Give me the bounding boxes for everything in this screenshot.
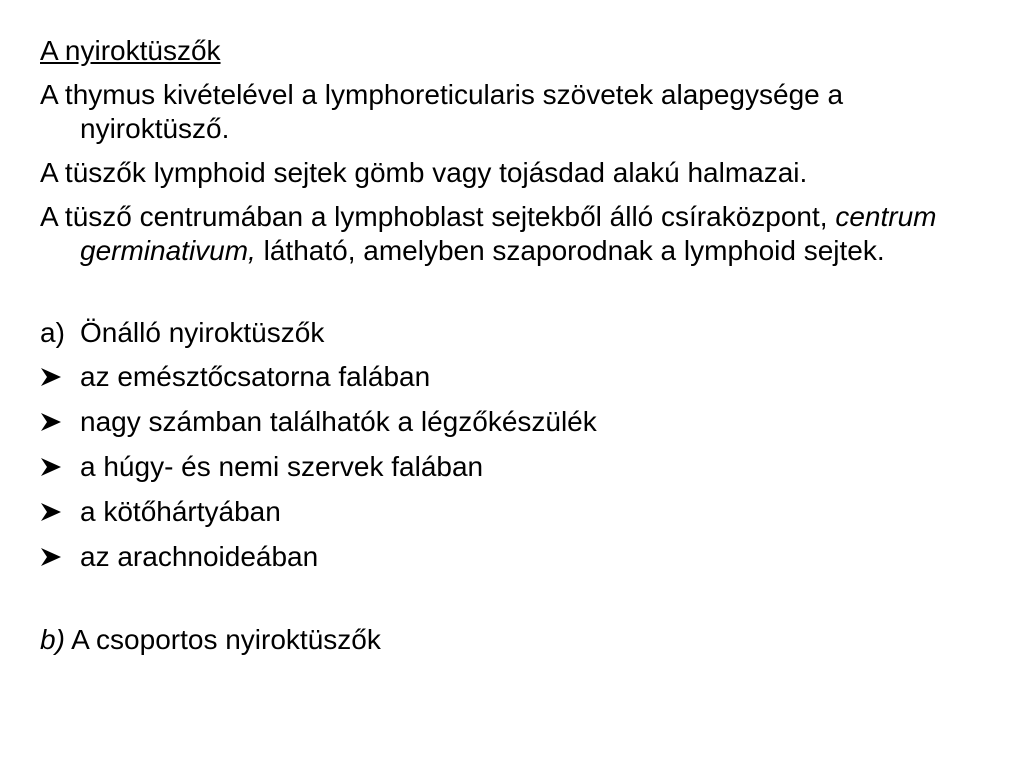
section-b-title: A csoportos nyiroktüszők [71, 624, 381, 655]
paragraph-germinal-center-text-2: látható, amelyben szaporodnak a lymphoid sejtek. [255, 235, 885, 266]
arrowhead-bullet-icon [40, 502, 80, 522]
list-item-text: az emésztőcsatorna falában [80, 361, 431, 392]
arrowhead-bullet-icon [40, 412, 80, 432]
list-item [40, 540, 1000, 574]
paragraph-germinal-center [40, 200, 1000, 268]
list-item [40, 405, 1000, 439]
term-centrum-germinativum: centrum germinativum, [80, 201, 937, 266]
paragraph-thymus: A thymus kivételével a lymphoreticularis szövetek alapegysége a nyiroktüsző. [40, 79, 844, 144]
arrowhead-bullet-icon [40, 457, 80, 477]
section-a-heading [40, 316, 1000, 350]
slide-content [40, 34, 1000, 657]
list-item [40, 450, 1000, 484]
spacer [40, 585, 1000, 623]
section-a-marker: a) [40, 317, 65, 348]
paragraph-follicles: A tüszők lymphoid sejtek gömb vagy tojásdad alakú halmazai. [40, 157, 808, 188]
slide-title: A nyiroktüszők [40, 35, 221, 66]
section-b-heading [40, 623, 1000, 657]
list-item-text: a kötőhártyában [80, 496, 281, 527]
arrowhead-bullet-icon [40, 367, 80, 387]
list-item [40, 360, 1000, 394]
arrowhead-bullet-icon [40, 547, 80, 567]
list-item-text: az arachnoideában [80, 541, 319, 572]
spacer [40, 278, 1000, 316]
list-item-text: nagy számban találhatók a légzőkészülék [80, 406, 597, 437]
paragraph-germinal-center-text-1: A tüsző centrumában a lymphoblast sejtekből álló csíraközpont, [40, 201, 836, 232]
list-item [40, 495, 1000, 529]
list-item-text: a húgy- és nemi szervek falában [80, 451, 484, 482]
section-a-title: Önálló nyiroktüszők [80, 317, 325, 348]
section-b-marker: b) [40, 624, 65, 655]
